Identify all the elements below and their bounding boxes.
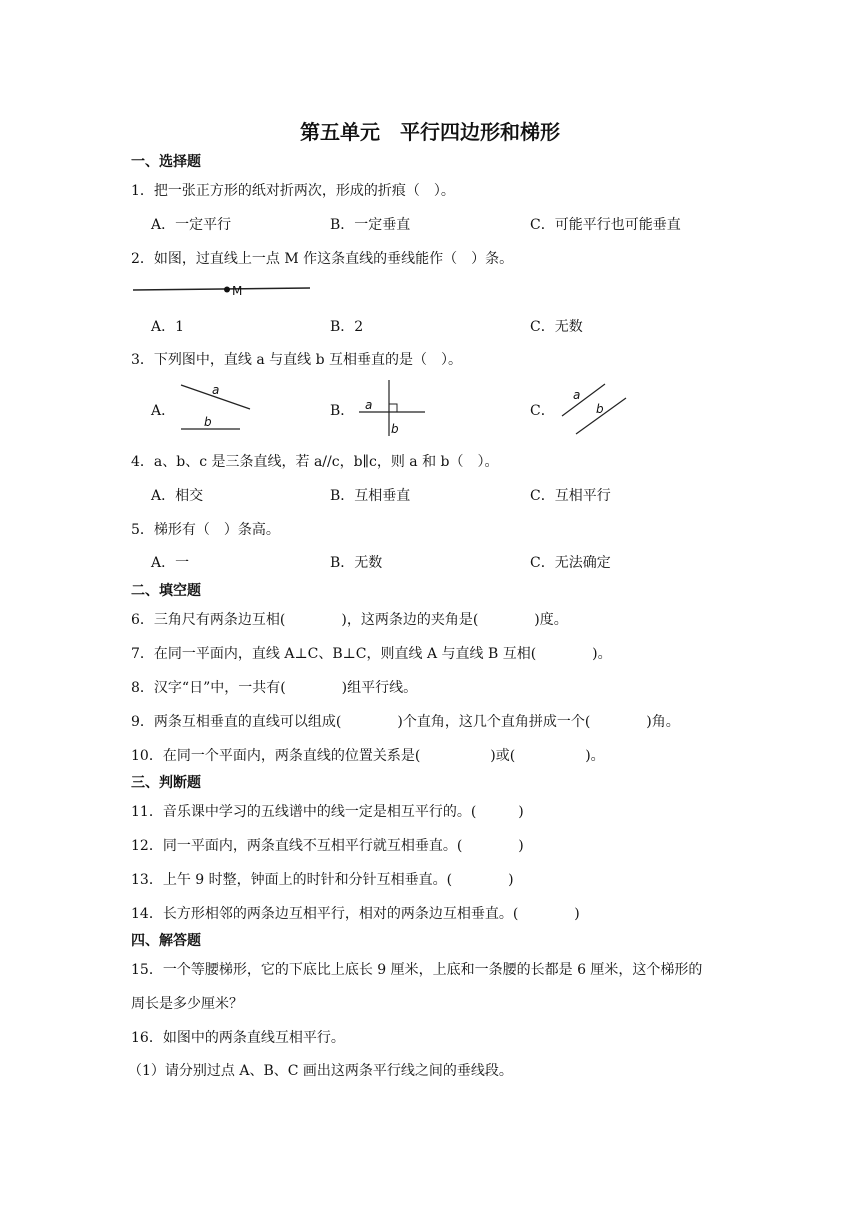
q2-option-c: C．无数 [530,319,583,335]
section-fill-heading: 二、填空题 [131,583,201,599]
q5-option-b: B．无数 [330,555,383,571]
question-12: 12．同一平面内，两条直线不互相平行就互相垂直。( ) [131,838,524,854]
q3-option-c: C． [530,403,555,419]
question-16: 16．如图中的两条直线互相平行。 [131,1030,345,1046]
q4-option-b: B．互相垂直 [330,488,411,504]
q2-point-m [224,287,230,293]
question-8: 8．汉字“日”中，一共有( )组平行线。 [131,680,418,696]
q3-figure-b [357,378,429,438]
q1-option-c: C．可能平行也可能垂直 [530,217,681,233]
question-1: 1．把一张正方形的纸对折两次，形成的折痕（ ）。 [131,183,455,199]
q2-line [133,288,310,290]
q3-option-b: B． [330,403,355,419]
q2-point-label: M [232,284,243,298]
q4-option-a: A．相交 [151,488,204,504]
q3-figure-c [556,380,632,438]
q3b-right-angle-mark [389,404,397,412]
q3a-label-a: a [212,383,220,397]
q3b-label-a: a [365,398,373,412]
section-judge-heading: 三、判断题 [131,775,201,791]
question-9: 9．两条互相垂直的直线可以组成( )个直角，这几个直角拼成一个( )角。 [131,714,680,730]
q5-option-a: A．一 [151,555,190,571]
q2-option-b: B．2 [330,319,364,335]
q2-line-figure [130,280,315,300]
q2-option-a: A．1 [151,319,185,335]
question-4: 4．a、b、c 是三条直线，若 a//c，b∥c，则 a 和 b（ ）。 [131,454,499,470]
q3-figure-a [178,382,254,434]
question-6: 6．三角尺有两条边互相( )，这两条边的夹角是( )度。 [131,612,568,628]
question-3: 3．下列图中，直线 a 与直线 b 互相垂直的是（ ）。 [131,352,463,368]
q4-option-c: C．互相平行 [530,488,611,504]
question-15-line-1: 15．一个等腰梯形，它的下底比上底长 9 厘米，上底和一条腰的长都是 6 厘米，这个梯形的 [131,962,703,978]
question-11: 11．音乐课中学习的五线谱中的线一定是相互平行的。( ) [131,804,524,820]
q3-option-a: A． [151,403,176,419]
question-10: 10．在同一个平面内，两条直线的位置关系是( )或( )。 [131,748,605,764]
q1-option-a: A．一定平行 [151,217,232,233]
section-solve-heading: 四、解答题 [131,933,201,949]
q3c-label-b: b [596,402,604,416]
question-7: 7．在同一平面内，直线 A⊥C、B⊥C，则直线 A 与直线 B 互相( )。 [131,646,612,662]
question-5: 5．梯形有（ ）条高。 [131,522,280,538]
q3b-label-b: b [391,422,399,436]
question-13: 13．上午 9 时整，钟面上的时针和分针互相垂直。( ) [131,872,514,888]
q5-option-c: C．无法确定 [530,555,611,571]
q1-option-b: B．一定垂直 [330,217,411,233]
question-14: 14．长方形相邻的两条边互相平行，相对的两条边互相垂直。( ) [131,906,580,922]
question-15-line-2: 周长是多少厘米？ [131,996,243,1012]
question-16-part-1: （1）请分别过点 A、B、C 画出这两条平行线之间的垂线段。 [128,1063,513,1079]
section-choice-heading: 一、选择题 [131,154,201,170]
q3c-label-a: a [573,388,581,402]
page-title: 第五单元 平行四边形和梯形 [300,120,560,144]
question-2: 2．如图，过直线上一点 M 作这条直线的垂线能作（ ）条。 [131,251,514,267]
q3a-label-b: b [204,415,212,429]
